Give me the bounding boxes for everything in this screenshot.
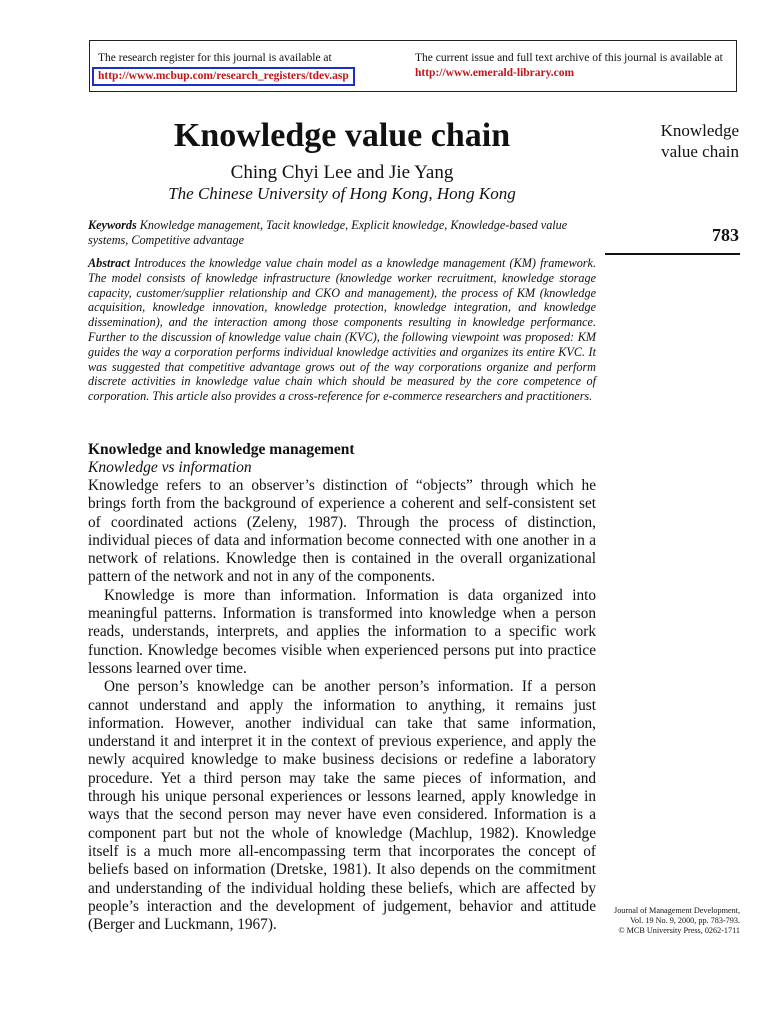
citation-journal: Journal of Management Development, xyxy=(614,906,740,915)
abstract-text: Introduces the knowledge value chain model as a knowledge management (KM) framework. The model consists of knowledge infrastructure (knowledge worker recruitment, knowledge storage capacity, customer/supplier relationship and CKO and management), the process of KM (knowledge acquisition, knowledge innovation, knowledge protection, knowledge integration, and knowledge dissemination), and the interaction among those components resulting in knowledge performance. Further to the discussion of knowledge value chain (KVC), the following viewpoint was proposed: KM guides the way a corporation performs individual knowledge activities and organizes its entire KVC. It was suggested that competitive advantage grows out of the way corporations organize and perform discrete activities in knowledge value chain which should be measured by the core competence of corporation. This article also provides a cross-reference for e-commerce researchers and practitioners. xyxy=(88,256,597,404)
section-heading: Knowledge and knowledge management xyxy=(88,441,355,458)
research-register-link[interactable]: http://www.mcbup.com/research_registers/tdev.asp xyxy=(92,67,355,86)
paragraph-2: Knowledge is more than information. Information is data organized into meaningful patterns. Information is transformed into knowledge when a person reads, understands, interprets, and applies the information to a specific work function. Knowledge becomes visible when experienced persons put into practice lessons learned over time. xyxy=(88,586,596,677)
citation-publisher: © MCB University Press, 0262-1711 xyxy=(618,926,740,935)
body-text xyxy=(88,477,596,934)
running-title xyxy=(604,120,739,162)
keywords-label: Keywords xyxy=(88,218,137,232)
paragraph-1: Knowledge refers to an observer’s distinction of “objects” through which he brings forth from the background of experience a coherent and self-consistent set of coordinated actions (Zeleny, 1987). Through the process of distinction, individual pieces of data and information become connected with one another in a network of relations. Knowledge then is contained in the overall organizational pattern of the network and not in any of the components. xyxy=(88,477,596,586)
keywords xyxy=(88,218,596,248)
register-right xyxy=(415,51,723,81)
register-box xyxy=(89,40,737,92)
citation-volume: Vol. 19 No. 9, 2000, pp. 783-793. xyxy=(630,916,740,925)
keywords-text: Knowledge management, Tacit knowledge, Explicit knowledge, Knowledge-based value systems, Competitive advantage xyxy=(88,218,568,247)
section-subheading: Knowledge vs information xyxy=(88,459,252,476)
register-left xyxy=(98,51,355,86)
abstract-label: Abstract xyxy=(88,256,130,270)
margin-divider xyxy=(605,253,740,255)
abstract xyxy=(88,256,596,404)
article-title: Knowledge value chain xyxy=(173,117,511,154)
paragraph-3: One person’s knowledge can be another person’s information. If a person cannot understand and apply the information to anything, it remains just information. However, another individual can take that same information, understand it and interpret it in the context of previous experience, and apply the newly acquired knowledge to make business decisions or redefine a laboratory procedure. Yet a third person may take the same pieces of information, and through his unique personal experiences or lessons learned, apply knowledge in ways that the second person may never have even considered. Information is a component part but not the whole of knowledge (Machlup, 1982). Knowledge itself is a much more all-encompassing term that incorporates the concept of beliefs based on information (Dretske, 1981). It also depends on the commitment and understanding of the individual holding these beliefs, which are affected by people’s interaction and the development of judgement, behavior and attitude (Berger and Luckmann, 1967). xyxy=(88,678,596,934)
running-title-line-1: Knowledge xyxy=(660,121,739,140)
research-register-text: The research register for this journal is available at xyxy=(98,52,332,64)
archive-link[interactable]: http://www.emerald-library.com xyxy=(415,67,575,79)
article-affiliation: The Chinese University of Hong Kong, Hong Kong xyxy=(168,184,516,203)
running-title-line-2: value chain xyxy=(661,142,739,161)
page-number: 783 xyxy=(712,225,739,245)
journal-citation xyxy=(604,906,740,936)
article-authors: Ching Chyi Lee and Jie Yang xyxy=(230,162,454,183)
archive-text: The current issue and full text archive of this journal is available at xyxy=(415,52,723,64)
